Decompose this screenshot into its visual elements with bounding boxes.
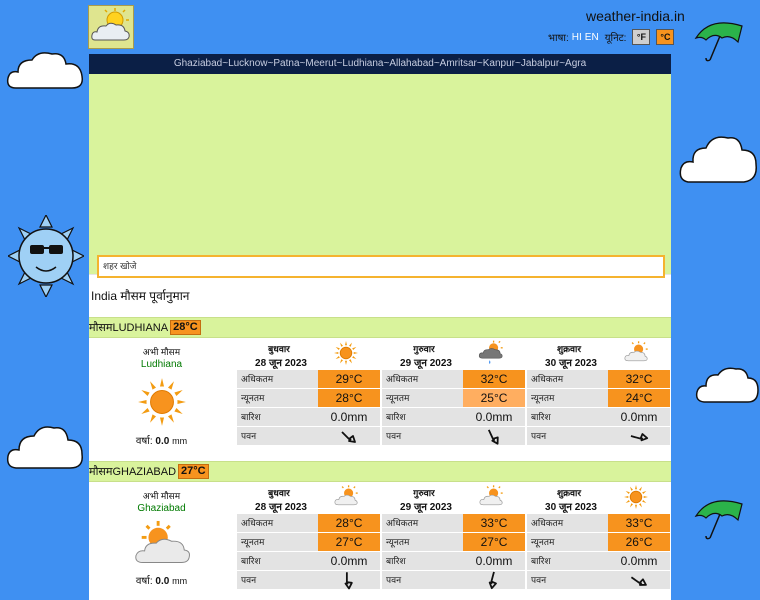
nav-city-link[interactable]: Kanpur bbox=[482, 58, 515, 69]
wind-arrow-icon bbox=[318, 571, 380, 589]
rain-value: 0.0 bbox=[155, 576, 170, 588]
day-header bbox=[527, 488, 670, 514]
min-temp-value: 26°C bbox=[608, 533, 670, 551]
city-header[interactable] bbox=[89, 461, 671, 482]
day-date: 29 जून 2023 bbox=[400, 502, 452, 513]
city-forecast-block bbox=[89, 338, 671, 461]
wind-row bbox=[382, 427, 525, 446]
min-temp-label: न्यूनतम bbox=[382, 533, 463, 551]
cloud-sun-icon bbox=[89, 520, 234, 571]
wind-row bbox=[237, 571, 380, 590]
day-forecast bbox=[237, 488, 380, 590]
max-temp-row bbox=[382, 514, 525, 533]
max-temp-row bbox=[237, 370, 380, 389]
nav-separator: ~ bbox=[476, 58, 483, 69]
rain-unit: mm bbox=[172, 436, 188, 446]
min-temp-value: 27°C bbox=[463, 533, 525, 551]
nav-city-link[interactable]: Ghaziabad bbox=[173, 58, 223, 69]
rain-row bbox=[382, 552, 525, 571]
day-name: बुधवार bbox=[268, 344, 290, 354]
day-name: गुरुवार bbox=[413, 488, 435, 498]
nav-separator: ~ bbox=[433, 58, 440, 69]
site-logo[interactable] bbox=[88, 5, 134, 49]
wind-row bbox=[382, 571, 525, 590]
rain-label: बारिश bbox=[237, 408, 318, 426]
umbrella-icon bbox=[692, 494, 748, 542]
wind-label: पवन bbox=[237, 571, 318, 589]
max-temp-row bbox=[382, 370, 525, 389]
rain-value: 0.0mm bbox=[318, 552, 380, 570]
wind-label: पवन bbox=[237, 427, 318, 445]
rain-value: 0.0mm bbox=[608, 408, 670, 426]
day-forecast bbox=[237, 344, 380, 446]
min-temp-row bbox=[237, 533, 380, 552]
rain-label: बारिश bbox=[382, 552, 463, 570]
wind-arrow-icon bbox=[608, 571, 670, 589]
current-weather-title: अभी मौसम bbox=[142, 347, 181, 357]
wind-label: पवन bbox=[527, 427, 608, 445]
nav-separator: ~ bbox=[559, 58, 566, 69]
logo-cloud-sun-icon bbox=[89, 6, 133, 48]
min-temp-label: न्यूनतम bbox=[382, 389, 463, 407]
rain-label: बारिश bbox=[527, 552, 608, 570]
max-temp-value: 33°C bbox=[463, 514, 525, 532]
rain-row bbox=[527, 552, 670, 571]
nav-city-link[interactable]: Meerut bbox=[305, 58, 337, 69]
day-forecast bbox=[527, 344, 670, 446]
min-temp-row bbox=[527, 533, 670, 552]
max-temp-value: 32°C bbox=[608, 370, 670, 388]
rain-value: 0.0mm bbox=[463, 552, 525, 570]
rain-label: बारिश bbox=[237, 552, 318, 570]
language-label: भाषा: bbox=[548, 33, 569, 44]
wind-arrow-icon bbox=[608, 427, 670, 445]
day-header bbox=[527, 344, 670, 370]
max-temp-value: 33°C bbox=[608, 514, 670, 532]
rain-label: बारिश bbox=[382, 408, 463, 426]
nav-city-link[interactable]: Jabalpur bbox=[520, 58, 560, 69]
min-temp-label: न्यूनतम bbox=[527, 389, 608, 407]
min-temp-label: न्यूनतम bbox=[527, 533, 608, 551]
max-temp-value: 29°C bbox=[318, 370, 380, 388]
rain-row bbox=[382, 408, 525, 427]
wind-arrow-icon bbox=[318, 427, 380, 445]
max-temp-row bbox=[237, 514, 380, 533]
city-nav-bar bbox=[89, 54, 671, 74]
day-date: 28 जून 2023 bbox=[255, 502, 307, 513]
sun-icon bbox=[623, 484, 649, 513]
day-header bbox=[382, 344, 525, 370]
rain-value: 0.0mm bbox=[463, 408, 525, 426]
current-temp-badge: 28°C bbox=[170, 320, 201, 335]
min-temp-row bbox=[527, 389, 670, 408]
min-temp-value: 27°C bbox=[318, 533, 380, 551]
lang-en-link[interactable]: EN bbox=[584, 31, 599, 43]
unit-celsius-button[interactable]: °C bbox=[656, 29, 674, 45]
day-name: गुरुवार bbox=[413, 344, 435, 354]
nav-separator: ~ bbox=[383, 58, 390, 69]
current-weather-title: अभी मौसम bbox=[142, 491, 181, 501]
day-forecast bbox=[527, 488, 670, 590]
day-header bbox=[237, 488, 380, 514]
wind-label: पवन bbox=[527, 571, 608, 589]
nav-separator: ~ bbox=[267, 58, 274, 69]
max-temp-label: अधिकतम bbox=[382, 514, 463, 532]
current-weather bbox=[89, 338, 234, 447]
cloud-icon bbox=[694, 362, 760, 408]
sun-icon bbox=[89, 376, 234, 431]
cloud-rain-sun-icon bbox=[478, 340, 504, 369]
min-temp-label: न्यूनतम bbox=[237, 533, 318, 551]
rain-prefix: वर्षा: bbox=[135, 436, 153, 447]
nav-separator: ~ bbox=[222, 58, 229, 69]
max-temp-label: अधिकतम bbox=[527, 370, 608, 388]
umbrella-icon bbox=[692, 16, 748, 64]
cloud-icon bbox=[4, 420, 86, 474]
sun-icon bbox=[333, 340, 359, 369]
sunglasses-sun-icon bbox=[8, 215, 84, 297]
current-rain bbox=[89, 433, 234, 447]
partly-cloudy-icon bbox=[478, 484, 504, 513]
main-content bbox=[89, 54, 671, 600]
rain-label: बारिश bbox=[527, 408, 608, 426]
max-temp-value: 32°C bbox=[463, 370, 525, 388]
language-unit-bar bbox=[548, 29, 674, 45]
cloud-icon bbox=[678, 128, 760, 188]
city-header[interactable] bbox=[89, 317, 671, 338]
day-name: शुक्रवार bbox=[556, 344, 582, 354]
current-weather bbox=[89, 482, 234, 587]
page-title: India मौसम पूर्वानुमान bbox=[89, 274, 671, 317]
wind-arrow-icon bbox=[463, 427, 525, 445]
rain-row bbox=[237, 552, 380, 571]
rain-row bbox=[527, 408, 670, 427]
rain-value: 0.0mm bbox=[318, 408, 380, 426]
partly-cloudy-icon bbox=[333, 484, 359, 513]
city-name-upper[interactable]: GHAZIABAD bbox=[112, 465, 177, 478]
rain-unit: mm bbox=[172, 576, 188, 587]
rain-value: 0.0 bbox=[155, 436, 170, 447]
nav-separator: ~ bbox=[514, 58, 521, 69]
city-forecast-list bbox=[89, 317, 671, 600]
max-temp-value: 28°C bbox=[318, 514, 380, 532]
min-temp-value: 25°C bbox=[463, 389, 525, 407]
day-name: बुधवार bbox=[268, 488, 290, 498]
min-temp-label: न्यूनतम bbox=[237, 389, 318, 407]
wind-arrow-icon bbox=[463, 571, 525, 589]
day-header bbox=[382, 488, 525, 514]
wind-label: पवन bbox=[382, 427, 463, 445]
nav-city-link[interactable]: Patna bbox=[273, 58, 300, 69]
city-prefix: मौसम bbox=[89, 466, 113, 478]
day-date: 29 जून 2023 bbox=[400, 358, 452, 369]
city-forecast-block bbox=[89, 482, 671, 600]
nav-city-link[interactable]: Ludhiana bbox=[342, 58, 384, 69]
day-date: 30 जून 2023 bbox=[545, 358, 597, 369]
wind-row bbox=[527, 427, 670, 446]
city-prefix: मौसम bbox=[89, 322, 113, 334]
max-temp-row bbox=[527, 514, 670, 533]
wind-label: पवन bbox=[382, 571, 463, 589]
min-temp-value: 28°C bbox=[318, 389, 380, 407]
lang-hi-link[interactable]: HI bbox=[571, 31, 582, 43]
rain-row bbox=[237, 408, 380, 427]
nav-separator: ~ bbox=[336, 58, 343, 69]
min-temp-row bbox=[382, 533, 525, 552]
city-name-upper[interactable]: LUDHIANA bbox=[112, 321, 169, 334]
current-city-name: Ghaziabad bbox=[137, 503, 186, 514]
current-temp-badge: 27°C bbox=[178, 464, 209, 479]
day-date: 28 जून 2023 bbox=[255, 358, 307, 369]
wind-row bbox=[527, 571, 670, 590]
nav-city-link[interactable]: Allahabad bbox=[389, 58, 434, 69]
day-header bbox=[237, 344, 380, 370]
current-rain bbox=[89, 573, 234, 587]
min-temp-row bbox=[382, 389, 525, 408]
cloud-icon bbox=[4, 48, 86, 94]
rain-prefix: वर्षा: bbox=[135, 576, 153, 588]
max-temp-label: अधिकतम bbox=[237, 370, 318, 388]
nav-city-link[interactable]: Amritsar bbox=[439, 58, 477, 69]
day-date: 30 जून 2023 bbox=[545, 502, 597, 513]
min-temp-row bbox=[237, 389, 380, 408]
day-forecast bbox=[382, 488, 525, 590]
nav-city-link[interactable]: Agra bbox=[565, 58, 587, 69]
wind-row bbox=[237, 427, 380, 446]
nav-separator: ~ bbox=[299, 58, 306, 69]
site-name[interactable]: weather-india.in bbox=[586, 8, 685, 24]
max-temp-label: अधिकतम bbox=[237, 514, 318, 532]
max-temp-label: अधिकतम bbox=[382, 370, 463, 388]
partly-cloudy-icon bbox=[623, 340, 649, 369]
day-forecast bbox=[382, 344, 525, 446]
day-name: शुक्रवार bbox=[556, 488, 582, 498]
nav-city-link[interactable]: Lucknow bbox=[228, 58, 268, 69]
unit-label: यूनिट: bbox=[604, 33, 627, 44]
ad-area bbox=[89, 74, 671, 274]
max-temp-row bbox=[527, 370, 670, 389]
min-temp-value: 24°C bbox=[608, 389, 670, 407]
max-temp-label: अधिकतम bbox=[527, 514, 608, 532]
current-city-name: Ludhiana bbox=[140, 359, 183, 370]
city-search-input[interactable] bbox=[97, 255, 665, 278]
rain-value: 0.0mm bbox=[608, 552, 670, 570]
unit-fahrenheit-button[interactable]: °F bbox=[632, 29, 650, 45]
